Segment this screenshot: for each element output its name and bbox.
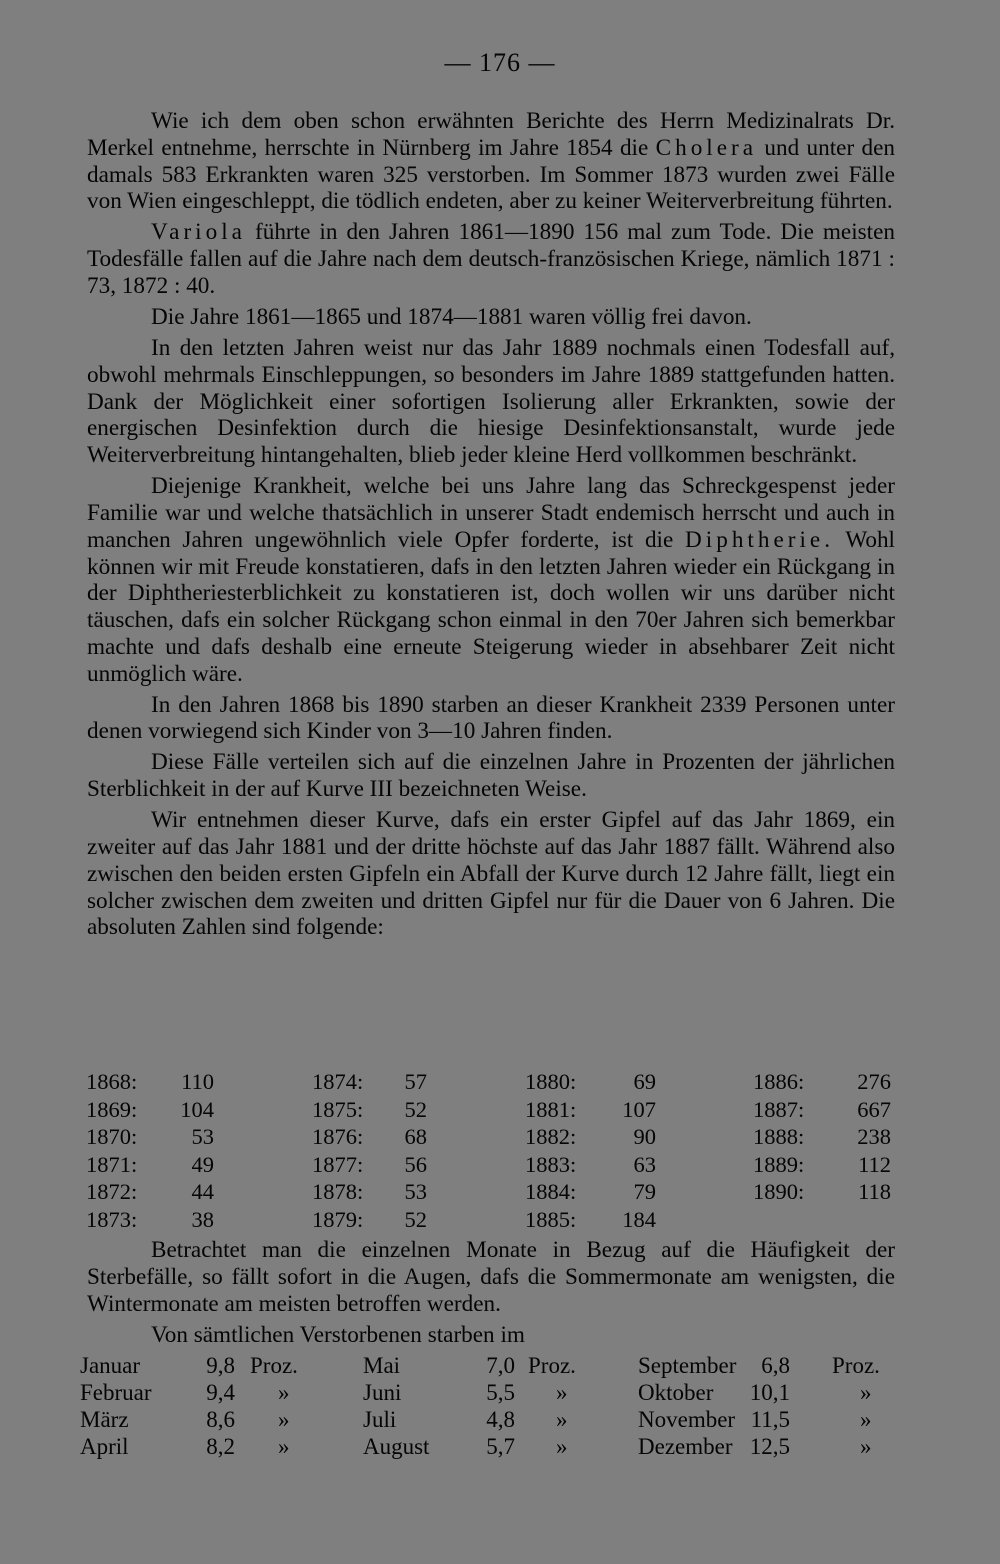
year-label: 1870: bbox=[86, 1124, 138, 1149]
death-count: 667 bbox=[857, 1096, 891, 1122]
table-row bbox=[753, 1068, 895, 1096]
year-column bbox=[525, 1068, 660, 1233]
year-column bbox=[86, 1068, 218, 1233]
year-column bbox=[753, 1068, 895, 1206]
table-row bbox=[86, 1206, 218, 1234]
table-row bbox=[753, 1123, 895, 1151]
table-row bbox=[80, 1352, 900, 1379]
percent-value: 8,2 bbox=[206, 1434, 235, 1459]
year-label: 1883: bbox=[525, 1151, 577, 1177]
spaced-term-diphtherie: Diphtherie. bbox=[685, 526, 835, 553]
paragraph-free-years: Die Jahre 1861—1865 und 1874—1881 waren völlig frei davon. bbox=[151, 303, 752, 330]
paragraph-text: führte in den Jahren 1861—1890 156 mal zum Tode. Die meisten Todesfälle fallen auf die Jahre nach dem deutsch-französischen Kriege, nämlich 1871 : 73, 1872 : 40. bbox=[87, 219, 896, 299]
month-name: Februar bbox=[80, 1380, 152, 1405]
month-name: Mai bbox=[363, 1353, 401, 1378]
unit-label: » bbox=[278, 1434, 290, 1459]
table-row bbox=[753, 1151, 895, 1179]
percent-value: 9,8 bbox=[206, 1353, 235, 1378]
year-label: 1884: bbox=[525, 1179, 577, 1204]
table-row bbox=[753, 1178, 895, 1206]
percent-value: 9,4 bbox=[206, 1380, 235, 1405]
year-label: 1890: bbox=[753, 1179, 805, 1204]
table-row bbox=[312, 1151, 431, 1179]
death-count: 68 bbox=[404, 1124, 427, 1149]
year-label: 1875: bbox=[312, 1096, 364, 1122]
year-label: 1885: bbox=[525, 1206, 577, 1232]
year-label: 1887: bbox=[753, 1096, 805, 1122]
death-count: 52 bbox=[404, 1096, 427, 1122]
spaced-term-cholera: Cholera bbox=[655, 134, 758, 161]
percent-value: 8,6 bbox=[206, 1407, 235, 1432]
percent-value: 12,5 bbox=[749, 1434, 790, 1459]
death-count: 69 bbox=[633, 1069, 656, 1094]
table-row bbox=[80, 1379, 900, 1406]
paragraph-intro-monthly: Von sämtlichen Verstorbenen starben im bbox=[151, 1321, 525, 1348]
month-name: Juli bbox=[363, 1407, 397, 1432]
month-name: März bbox=[80, 1407, 129, 1432]
year-label: 1889: bbox=[753, 1151, 805, 1177]
paragraph-text: Wohl können wir mit Freude konstatieren, dafs in den letzten Jahren wieder ein Rückgang in der Diphtheriesterblichkeit zu konstatieren ist, doch wollen wir uns darüber nicht täuschen, dafs ein solcher Rückgang schon einmal in den 70er Jahren sich bemerkbar machte und dafs deshalb eine erneute Steigerung wieder in absehbarer Zeit nicht unmöglich wäre. bbox=[87, 526, 896, 687]
unit-label: » bbox=[556, 1407, 568, 1432]
month-name: April bbox=[80, 1434, 129, 1459]
death-count: 276 bbox=[857, 1069, 891, 1094]
table-row bbox=[753, 1096, 895, 1124]
monthly-percent-table bbox=[80, 1352, 900, 1460]
unit-label: Proz. bbox=[528, 1353, 576, 1378]
year-label: 1877: bbox=[312, 1151, 364, 1177]
year-label: 1881: bbox=[525, 1096, 577, 1122]
year-label: 1871: bbox=[86, 1151, 138, 1177]
table-row bbox=[312, 1178, 431, 1206]
page-number: — 176 — bbox=[444, 48, 556, 77]
paragraph-text: Diejenige Krankheit, welche bei uns Jahre lang das Schreckgespenst jeder Familie war und welche thatsächlich in unserer Stadt endemisch herrscht und auch in manchen Jahren ungewöhnlich viele Opfer forderte, ist die bbox=[87, 473, 895, 553]
death-count: 107 bbox=[622, 1096, 656, 1122]
paragraph-text: und unter den damals 583 Erkrankten waren 325 verstorben. Im Sommer 1873 wurden zwei Fälle von Wien eingeschleppt, die tödlich endeten, aber zu keiner Weiterverbreitung führten. bbox=[87, 134, 896, 215]
death-count: 112 bbox=[858, 1151, 891, 1177]
paragraph-months: Betrachtet man die einzelnen Monate in Bezug auf die Häufigkeit der Sterbefälle, so fällt sofort in die Augen, dafs die Sommermonate am wenigsten, die Wintermonate am meisten betroffen werden. bbox=[87, 1237, 895, 1317]
death-count: 44 bbox=[191, 1179, 214, 1204]
unit-label: » bbox=[556, 1434, 568, 1459]
paragraph-deaths-total: In den Jahren 1868 bis 1890 starben an dieser Krankheit 2339 Personen unter denen vorwiegend sich Kinder von 3—10 Jahren finden. bbox=[87, 691, 895, 745]
body-text-upper bbox=[87, 108, 895, 941]
death-count: 38 bbox=[191, 1206, 214, 1232]
table-row bbox=[525, 1123, 660, 1151]
year-label: 1872: bbox=[86, 1179, 138, 1204]
death-count: 49 bbox=[191, 1151, 214, 1177]
table-row bbox=[312, 1206, 431, 1234]
unit-label: Proz. bbox=[250, 1353, 298, 1378]
table-row bbox=[525, 1206, 660, 1234]
unit-label: Proz. bbox=[832, 1353, 880, 1378]
table-row bbox=[80, 1406, 900, 1433]
percent-value: 5,7 bbox=[486, 1434, 515, 1459]
year-label: 1882: bbox=[525, 1124, 577, 1149]
year-label: 1868: bbox=[86, 1069, 138, 1094]
unit-label: » bbox=[278, 1380, 290, 1405]
year-label: 1878: bbox=[312, 1179, 364, 1204]
paragraph-cholera bbox=[87, 108, 895, 215]
month-name: Januar bbox=[80, 1353, 141, 1378]
table-row bbox=[312, 1096, 431, 1124]
year-label: 1874: bbox=[312, 1069, 364, 1094]
table-row bbox=[525, 1151, 660, 1179]
month-name: Juni bbox=[363, 1380, 402, 1405]
month-name: September bbox=[638, 1353, 737, 1378]
death-count: 57 bbox=[404, 1069, 427, 1094]
body-text-lower bbox=[87, 1237, 895, 1353]
paragraph-curve: Wir entnehmen dieser Kurve, dafs ein erster Gipfel auf das Jahr 1869, ein zweiter auf das Jahr 1881 und der dritte höchste auf das Jahr 1887 fällt. Während also zwischen den beiden ersten Gipfeln ein Abfall der Kurve durch 12 Jahre fällt, liegt ein solcher zwischen dem zweiten und dritten Gipfel nur für die Dauer von 6 Jahren. Die absoluten Zahlen sind folgende: bbox=[87, 807, 895, 941]
death-count: 63 bbox=[633, 1151, 656, 1177]
year-label: 1869: bbox=[86, 1096, 138, 1122]
paragraph-distribution: Diese Fälle verteilen sich auf die einzelnen Jahre in Prozenten der jährlichen Sterblichkeit in der auf Kurve III bezeichneten Weise. bbox=[87, 749, 895, 803]
year-column bbox=[312, 1068, 431, 1233]
percent-value: 6,8 bbox=[761, 1353, 790, 1378]
table-row bbox=[86, 1068, 218, 1096]
paragraph-variola bbox=[87, 219, 895, 299]
month-name: August bbox=[363, 1434, 430, 1459]
table-row bbox=[86, 1096, 218, 1124]
table-row bbox=[86, 1123, 218, 1151]
death-count: 56 bbox=[404, 1151, 427, 1177]
death-count: 104 bbox=[180, 1096, 214, 1122]
table-row bbox=[86, 1151, 218, 1179]
death-count: 79 bbox=[633, 1179, 656, 1204]
percent-value: 7,0 bbox=[486, 1353, 515, 1378]
table-row bbox=[312, 1068, 431, 1096]
year-label: 1876: bbox=[312, 1124, 364, 1149]
year-label: 1886: bbox=[753, 1069, 805, 1094]
table-row bbox=[525, 1178, 660, 1206]
table-row bbox=[525, 1068, 660, 1096]
table-row bbox=[86, 1178, 218, 1206]
table-row bbox=[80, 1433, 900, 1460]
percent-value: 11,5 bbox=[750, 1407, 790, 1432]
year-label: 1873: bbox=[86, 1206, 138, 1232]
death-count: 53 bbox=[191, 1124, 214, 1149]
death-count: 53 bbox=[404, 1179, 427, 1204]
paragraph-last-years: In den letzten Jahren weist nur das Jahr 1889 nochmals einen Todesfall auf, obwohl mehrmals Einschleppungen, so besonders im Jahre 1889 stattgefunden hatten. Dank der Möglichkeit einer sofortigen Isolierung aller Erkrankten, sowie der energischen Desinfektion durch die hiesige Desinfektionsanstalt, wurde jede Weiterverbreitung hintangehalten, blieb jeder kleine Herd vollkommen beschränkt. bbox=[87, 334, 895, 469]
percent-value: 10,1 bbox=[749, 1380, 790, 1405]
death-count: 52 bbox=[404, 1206, 427, 1232]
unit-label: » bbox=[860, 1434, 872, 1459]
spaced-term-variola: Variola bbox=[151, 219, 246, 246]
death-count: 90 bbox=[633, 1124, 656, 1149]
year-label: 1888: bbox=[753, 1124, 805, 1149]
paragraph-text: Wie ich dem oben schon erwähnten Berichte des Herrn Medizinalrats Dr. Merkel entnehme, herrschte in Nürnberg im Jahre 1854 die bbox=[87, 108, 895, 161]
death-count: 118 bbox=[858, 1179, 891, 1204]
percent-value: 5,5 bbox=[486, 1380, 515, 1405]
month-name: Oktober bbox=[638, 1380, 714, 1405]
table-row bbox=[525, 1096, 660, 1124]
death-count: 238 bbox=[857, 1124, 891, 1149]
month-name: November bbox=[638, 1407, 736, 1432]
unit-label: » bbox=[860, 1407, 872, 1432]
unit-label: » bbox=[556, 1380, 568, 1405]
death-count: 184 bbox=[622, 1206, 656, 1232]
unit-label: » bbox=[278, 1407, 290, 1432]
month-name: Dezember bbox=[638, 1434, 733, 1459]
table-row bbox=[312, 1123, 431, 1151]
death-count: 110 bbox=[181, 1069, 214, 1094]
year-label: 1879: bbox=[312, 1206, 364, 1232]
paragraph-diphtherie bbox=[87, 473, 895, 687]
unit-label: » bbox=[860, 1380, 872, 1405]
percent-value: 4,8 bbox=[486, 1407, 515, 1432]
year-label: 1880: bbox=[525, 1069, 577, 1094]
